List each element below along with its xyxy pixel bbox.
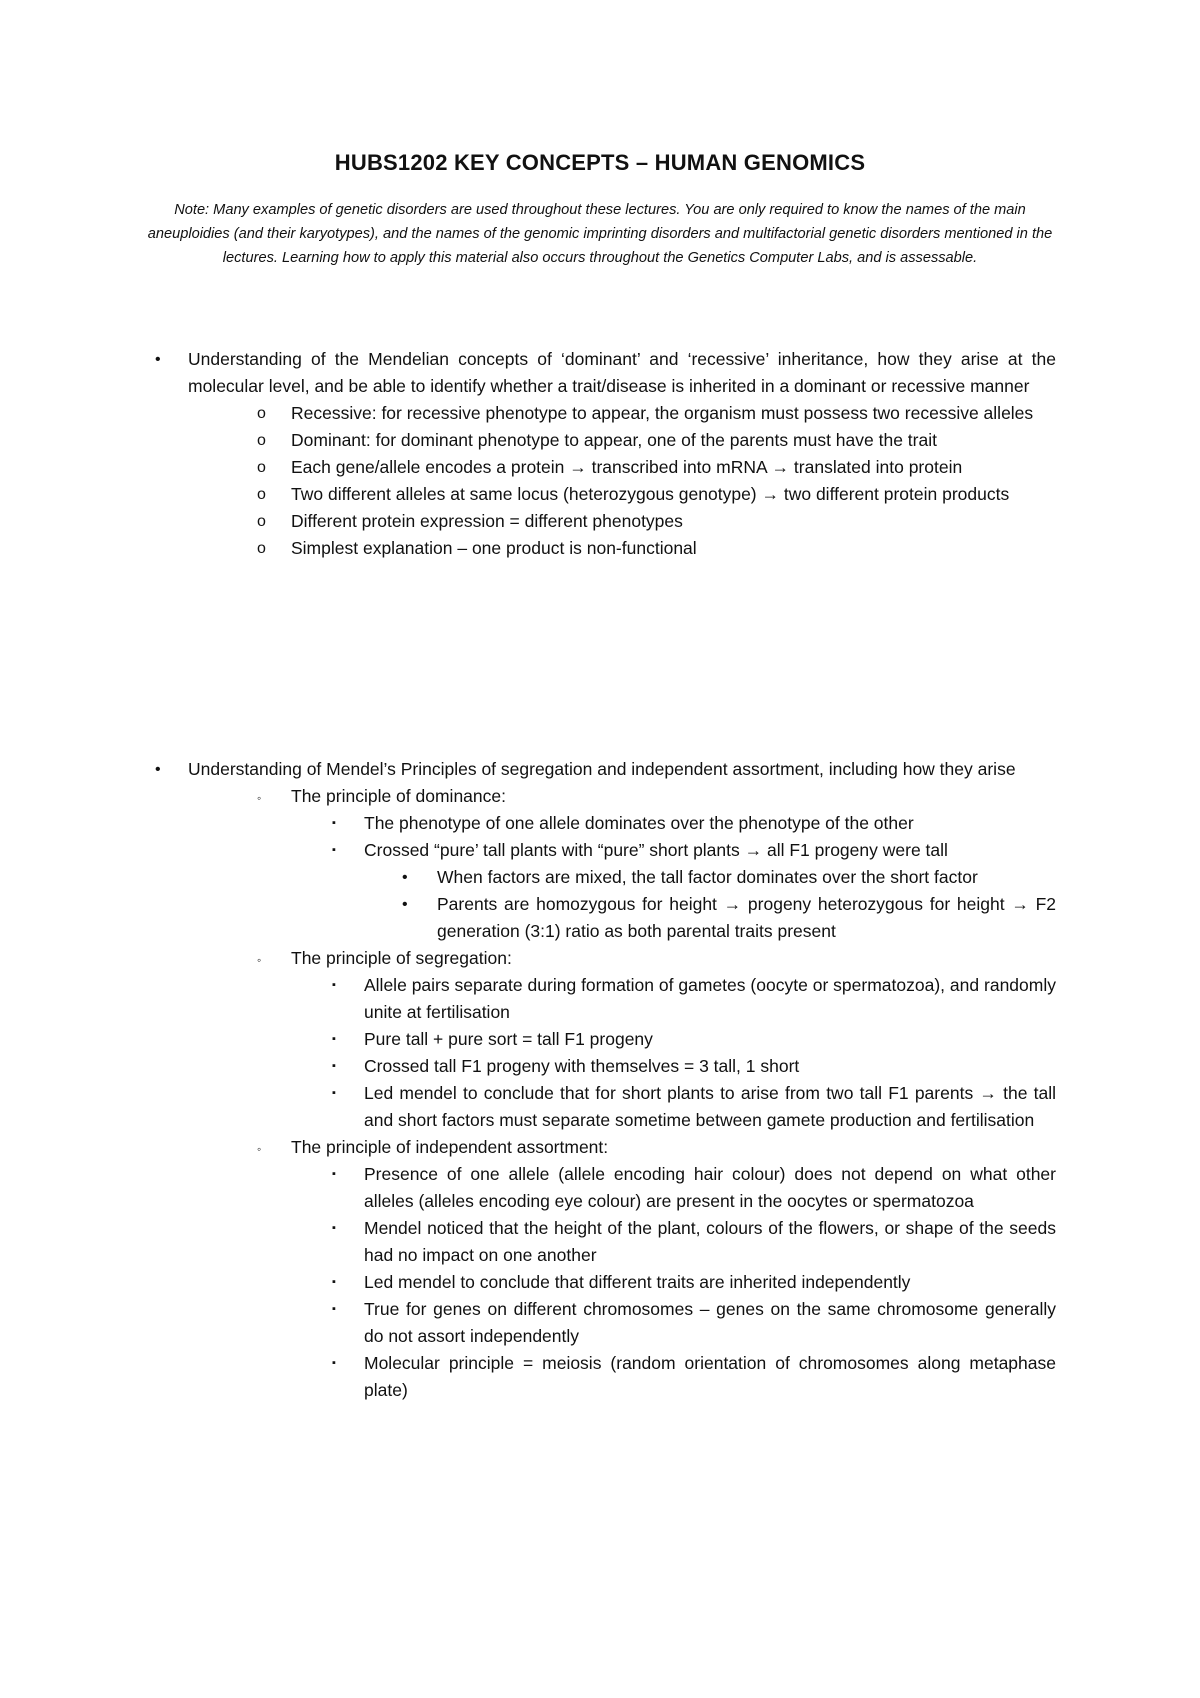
bullet-marker: ▪ (332, 1087, 336, 1099)
list-item (332, 1296, 1056, 1350)
bullet-list (0, 756, 1200, 1404)
bullet-marker: ▪ (332, 1033, 336, 1045)
intro-note: Note: Many examples of genetic disorders are used throughout these lectures. You are only required to know the names of the main aneuploidies (and their karyotypes), and the names of the genomic imprinting disorders and multifactorial genetic disorders mentioned in the lectures. Learning how to apply this material also occurs throughout the Genetics Computer Labs, and is assessable. (147, 202, 1053, 266)
bullet-marker: o (257, 459, 266, 476)
sub-list (291, 972, 1056, 1134)
list-item-text: When factors are mixed, the tall factor dominates over the short factor (437, 867, 978, 887)
list-item-text: Each gene/allele encodes a protein → transcribed into mRNA → translated into protein (291, 457, 963, 477)
bullet-marker: ▪ (332, 1276, 336, 1288)
bullet-marker: o (257, 513, 266, 530)
bullet-marker: ▪ (332, 1060, 336, 1072)
list-item-text: The phenotype of one allele dominates over the phenotype of the other (364, 813, 914, 833)
list-item-text: Recessive: for recessive phenotype to appear, the organism must possess two recessive alleles (291, 403, 1034, 423)
sub-list (188, 400, 1056, 562)
bullet-marker: ◦ (257, 1142, 262, 1156)
list-item (257, 427, 1056, 454)
list-item (332, 1350, 1056, 1404)
section-heading: Understanding of Mendel’s Principles of segregation and independent assortment, including how they arise (188, 759, 1016, 779)
sub-list (291, 1161, 1056, 1404)
list-item-text: True for genes on different chromosomes – genes on the same chromosome generally do not assort independently (364, 1299, 1056, 1346)
list-item-text: Simplest explanation – one product is non-functional (291, 538, 697, 558)
list-item (332, 810, 1056, 837)
bullet-marker: o (257, 540, 266, 557)
list-item (257, 400, 1056, 427)
bullet-marker: o (257, 486, 266, 503)
list-item-text: Two different alleles at same locus (heterozygous genotype) → two different protein products (291, 484, 1010, 504)
bullet-marker: • (402, 869, 408, 886)
list-item-text: Crossed “pure’ tall plants with “pure” short plants → all F1 progeny were tall (364, 840, 948, 860)
bullet-marker: • (402, 896, 408, 913)
bullet-list (0, 346, 1200, 562)
list-item (332, 1026, 1056, 1053)
list-item (332, 1053, 1056, 1080)
bullet-marker: ◦ (257, 791, 262, 805)
list-item-text: Led mendel to conclude that different traits are inherited independently (364, 1272, 911, 1292)
bullet-marker: ▪ (332, 1168, 336, 1180)
list-item-text: Pure tall + pure sort = tall F1 progeny (364, 1029, 653, 1049)
bullet-marker: ▪ (332, 979, 336, 991)
section-mendelian-concepts (0, 346, 1200, 562)
list-item-text: Mendel noticed that the height of the plant, colours of the flowers, or shape of the seeds had no impact on one another (364, 1218, 1056, 1265)
list-item-text: Presence of one allele (allele encoding hair colour) does not depend on what other alleles (alleles encoding eye colour) are present in the oocytes or spermatozoa (364, 1164, 1056, 1211)
list-item-text: Led mendel to conclude that for short plants to arise from two tall F1 parents → the tall and short factors must separate sometime between gamete production and fertilisation (364, 1083, 1056, 1130)
list-item (257, 508, 1056, 535)
principle-label: The principle of independent assortment: (291, 1137, 609, 1157)
principle-segregation (257, 945, 1056, 1134)
list-item-text: Dominant: for dominant phenotype to appear, one of the parents must have the trait (291, 430, 937, 450)
list-item-text: Allele pairs separate during formation of gametes (oocyte or spermatozoa), and randomly unite at fertilisation (364, 975, 1056, 1022)
list-item (332, 1161, 1056, 1215)
list-item (332, 972, 1056, 1026)
page-title: HUBS1202 KEY CONCEPTS – HUMAN GENOMICS (334, 150, 866, 175)
principle-label: The principle of segregation: (291, 948, 512, 968)
list-item (155, 756, 1056, 1404)
bullet-marker: ▪ (332, 1222, 336, 1234)
principle-label: The principle of dominance: (291, 786, 506, 806)
list-item-text: Crossed tall F1 progeny with themselves = 3 tall, 1 short (364, 1056, 800, 1076)
list-item (402, 891, 1056, 945)
list-item (402, 864, 1056, 891)
bullet-marker: o (257, 405, 266, 422)
principle-independent-assortment (257, 1134, 1056, 1404)
list-item-text: Molecular principle = meiosis (random orientation of chromosomes along metaphase plate) (364, 1353, 1056, 1400)
sub-list (188, 783, 1056, 1404)
principle-dominance (257, 783, 1056, 945)
sub-list (291, 810, 1056, 945)
section-mendel-principles (0, 756, 1200, 1404)
list-item-text: Different protein expression = different phenotypes (291, 511, 683, 531)
bullet-marker: ▪ (332, 844, 336, 856)
bullet-marker: • (155, 351, 161, 368)
list-item-text: Parents are homozygous for height → progeny heterozygous for height → F2 generation (3:1) ratio as both parental traits present (437, 894, 1056, 941)
list-item (257, 454, 1056, 481)
bullet-marker: • (155, 761, 161, 778)
bullet-marker: ▪ (332, 1357, 336, 1369)
bullet-marker: ▪ (332, 1303, 336, 1315)
sub-list (364, 864, 1056, 945)
section-heading: Understanding of the Mendelian concepts of ‘dominant’ and ‘recessive’ inheritance, how they arise at the molecular level, and be able to identify whether a trait/disease is inherited in a dominant or recessive manner (188, 349, 1056, 396)
list-item (332, 1215, 1056, 1269)
list-item (332, 837, 1056, 945)
bullet-marker: ◦ (257, 953, 262, 967)
list-item (155, 346, 1056, 562)
list-item (257, 481, 1056, 508)
list-item (257, 535, 1056, 562)
list-item (332, 1080, 1056, 1134)
list-item (332, 1269, 1056, 1296)
bullet-marker: ▪ (332, 817, 336, 829)
bullet-marker: o (257, 432, 266, 449)
